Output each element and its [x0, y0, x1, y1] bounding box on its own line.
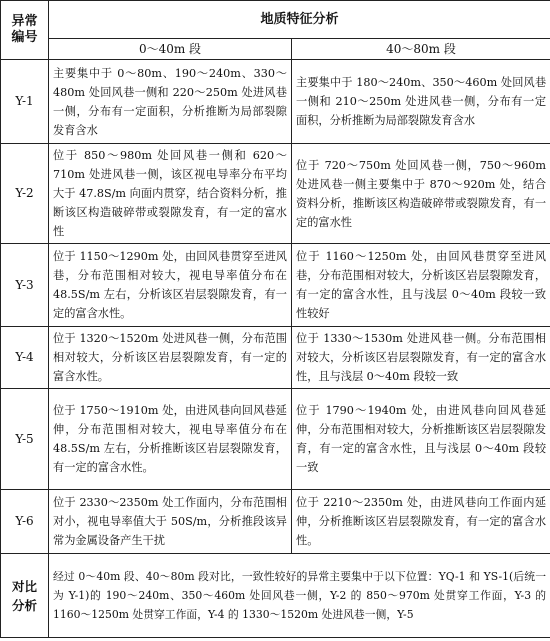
row-cell-0-40m: 位于 2330～2350m 处工作面内，分布范围相对小，视电导率值大于 50S/m，分析推段该异常为金属设备产生干扰 [49, 490, 292, 554]
table-row [1, 327, 550, 389]
row-cell-0-40m: 位于 1320～1520m 处进风巷一侧，分布范围相对较大，分析该区岩层裂隙发育，有一定的富含水性。 [49, 327, 292, 389]
subheader-40-80m: 40～80m 段 [292, 39, 550, 60]
row-cell-40-80m: 位于 1160～1250m 处，由回风巷贯穿至进风巷，分布范围相对较大，分析该区岩层裂隙发育，有一定的富含水性，且与浅层 0～40m 段较一致性较好 [292, 244, 550, 327]
row-cell-0-40m: 位于 1150～1290m 处，由回风巷贯穿至进风巷，分布范围相对较大，视电导率值分布在 48.5S/m 左右，分析该区岩层裂隙发育，有一定的富含水性。 [49, 244, 292, 327]
row-id: Y-3 [1, 244, 49, 327]
row-cell-40-80m: 位于 1790～1940m 处，由进风巷向回风巷延伸，分布范围相对较大，分析推断该区岩层裂隙发育，有一定的富含水性，且与浅层 0～40m 段较一致 [292, 389, 550, 490]
row-id: Y-5 [1, 389, 49, 490]
comparison-label: 对比分析 [11, 578, 37, 613]
row-id: Y-2 [1, 144, 49, 244]
row-id: Y-1 [1, 60, 49, 144]
header-row [1, 1, 550, 39]
comparison-label-cell [1, 554, 49, 638]
subheader-0-40m: 0～40m 段 [49, 39, 292, 60]
row-cell-40-80m: 主要集中于 180～240m、350～460m 处回风巷一侧和 210～250m 处进风巷一侧，分布有一定面积，分析推断为局部裂隙发育含水 [292, 60, 550, 144]
row-cell-40-80m: 位于 2210～2350m 处，由进风巷向工作面内延伸，分析推断该区岩层裂隙发育，有一定的富含水性。 [292, 490, 550, 554]
row-id: Y-4 [1, 327, 49, 389]
table-row [1, 144, 550, 244]
comparison-text: 经过 0～40m 段、40～80m 段对比，一致性较好的异常主要集中于以下位置：YQ-1 和 YS-1(后统一为 Y-1)的 190～240m、350～460m 处回风巷一侧，Y-2 的 850～970m 处贯穿工作面，Y-3 的 1160～1250m 处贯穿工作面，Y-4 的 1330～1520m 处进风巷一侧，Y-5 [49, 554, 550, 638]
row-cell-0-40m: 位于 1750～1910m 处，由进风巷向回风巷延伸，分布范围相对较大，视电导率值分布在 48.5S/m 左右，分析推断该区岩层裂隙发育，有一定的富含水性。 [49, 389, 292, 490]
id-column-header: 异常编号 [1, 1, 49, 60]
table-row [1, 389, 550, 490]
table-row [1, 60, 550, 144]
subheader-row [1, 39, 550, 60]
row-cell-0-40m: 主要集中于 0～80m、190～240m、330～480m 处回风巷一侧和 220～250m 处进风巷一侧，分布有一定面积，分析推断为局部裂隙发育含水 [49, 60, 292, 144]
row-id: Y-6 [1, 490, 49, 554]
row-cell-0-40m: 位于 850～980m 处回风巷一侧和 620～710m 处进风巷一侧，该区视电导率分布平均大于 47.8S/m 向面内贯穿，结合资料分析，推断该区构造破碎带或裂隙发育，有一定的富水性 [49, 144, 292, 244]
row-cell-40-80m: 位于 720～750m 处回风巷一侧，750～960m 处进风巷一侧主要集中于 870～920m 处，结合资料分析，推断该区构造破碎带或裂隙发育，有一定的富水性 [292, 144, 550, 244]
comparison-row [1, 554, 550, 638]
row-cell-40-80m: 位于 1330～1530m 处进风巷一侧。分布范围相对较大，分析该区岩层裂隙发育，有一定的富含水性，且与浅层 0～40m 段较一致 [292, 327, 550, 389]
table-row [1, 244, 550, 327]
main-header: 地质特征分析 [49, 1, 550, 39]
table-row [1, 490, 550, 554]
